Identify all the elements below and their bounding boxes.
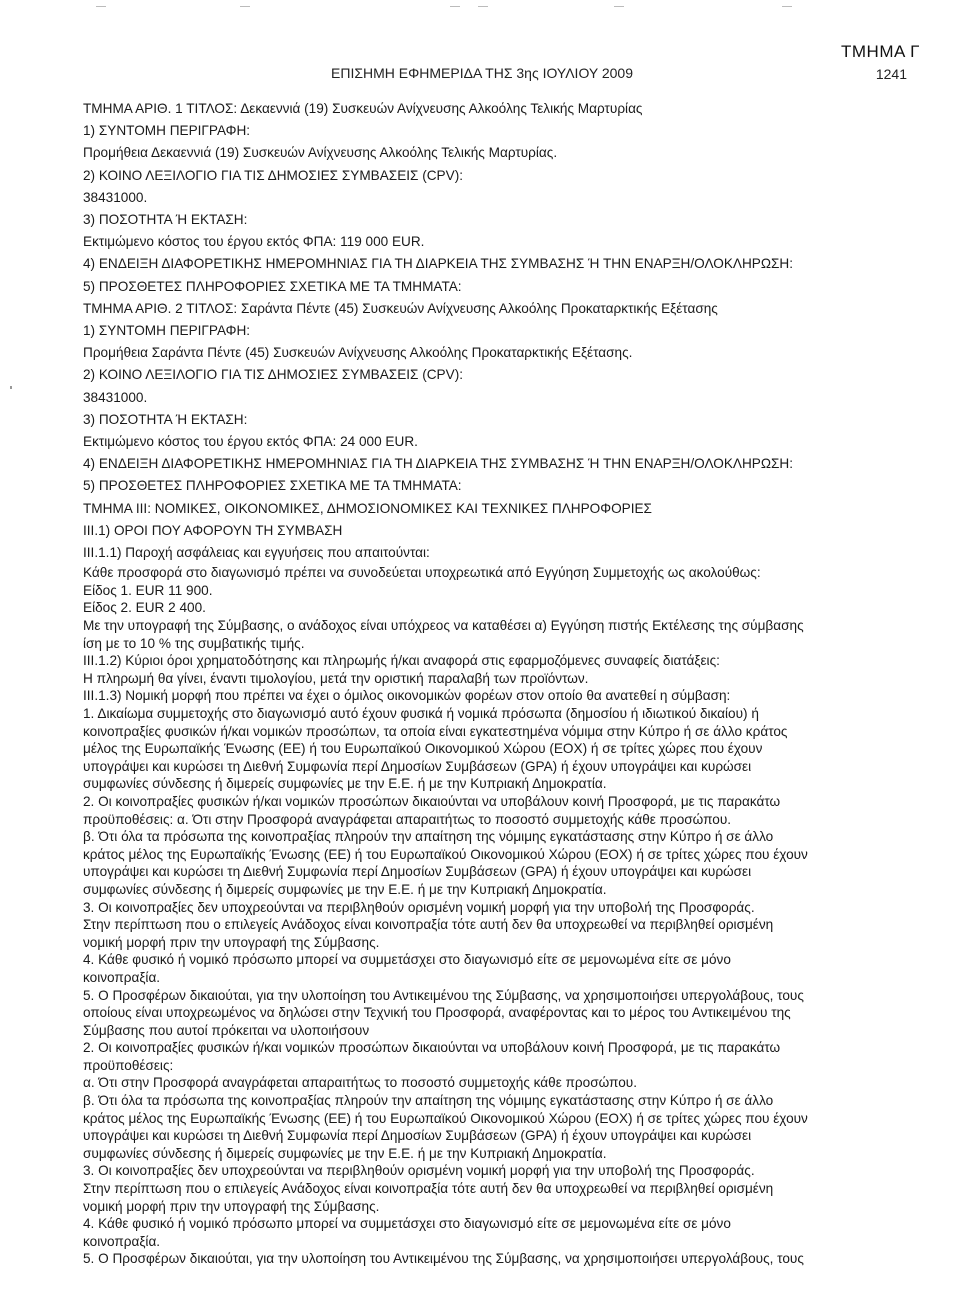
text-line: κοινοπραξία. xyxy=(83,969,161,985)
text-line: νομική μορφή πριν την υπογραφή της Σύμβασης. xyxy=(83,934,380,950)
text-line: 38431000. xyxy=(83,389,148,405)
text-line: ίση με το 10 % της συμβατικής τιμής. xyxy=(83,635,305,651)
scan-speck xyxy=(10,386,12,389)
text-line: 2. Οι κοινοπραξίες φυσικών ή/και νομικών προσώπων δικαιούνται να υποβάλουν κοινή Προσφορά, με τις παρακάτω xyxy=(83,793,781,809)
text-line: 2) ΚΟΙΝΟ ΛΕΞΙΛΟΓΙΟ ΓΙΑ ΤΙΣ ΔΗΜΟΣΙΕΣ ΣΥΜΒΑΣΕΙΣ (CPV): xyxy=(83,167,463,183)
text-line: κράτος μέλος της Ευρωπαϊκής Ένωσης (ΕΕ) ή του Ευρωπαϊκού Οικονομικού Χώρου (ΕΟΧ) ή σε τρίτες χώρες που έχουν xyxy=(83,846,808,862)
body-text xyxy=(83,98,923,1268)
running-head: ΕΠΙΣΗΜΗ ΕΦΗΜΕΡΙΔΑ ΤΗΣ 3ης ΙΟΥΛΙΟΥ 2009 xyxy=(331,65,634,81)
text-line: 3. Οι κοινοπραξίες δεν υποχρεούνται να περιβληθούν ορισμένη νομική μορφή για την υποβολή της Προσφοράς. xyxy=(83,1163,755,1179)
text-line: προϋποθέσεις: α. Ότι στην Προσφορά αναγράφεται απαραιτήτως το ποσοστό συμμετοχής κάθε προσώπου. xyxy=(83,811,732,827)
text-line: νομική μορφή πριν την υπογραφή της Σύμβασης. xyxy=(83,1198,380,1214)
scan-mark xyxy=(450,6,460,7)
text-line: Στην περίπτωση που ο επιλεγείς Ανάδοχος είναι κοινοπραξία τότε αυτή δεν θα υποχρεωθεί να περιβληθεί ορισμένη xyxy=(83,917,774,933)
scan-mark xyxy=(478,6,488,7)
text-line: Προμήθεια Σαράντα Πέντε (45) Συσκευών Ανίχνευσης Αλκοόλης Προκαταρκτικής Εξέτασης. xyxy=(83,345,633,361)
text-line: Εκτιμώμενο κόστος του έργου εκτός ΦΠΑ: 119 000 EUR. xyxy=(83,234,425,250)
text-line: Η πληρωμή θα γίνει, έναντι τιμολογίου, μετά την οριστική παραλαβή των προϊόντων. xyxy=(83,670,589,686)
text-line: κράτος μέλος της Ευρωπαϊκής Ένωσης (ΕΕ) ή του Ευρωπαϊκού Οικονομικού Χώρου (ΕΟΧ) ή σε τρίτες χώρες που έχουν xyxy=(83,1110,808,1126)
text-line: Είδος 1. EUR 11 900. xyxy=(83,582,213,598)
text-line: υπογράψει και κυρώσει τη Διεθνή Συμφωνία περί Δημοσίων Συμβάσεων (GPA) ή έχουν υπογράψει και κυρώσει xyxy=(83,864,752,880)
text-line: 5. Ο Προσφέρων δικαιούται, για την υλοποίηση του Αντικειμένου της Σύμβασης, να χρησιμοποιήσει υπεργολάβους, τους xyxy=(83,987,804,1003)
text-line: 3. Οι κοινοπραξίες δεν υποχρεούνται να περιβληθούν ορισμένη νομική μορφή για την υποβολή της Προσφοράς. xyxy=(83,899,755,915)
text-line: Με την υπογραφή της Σύμβασης, ο ανάδοχος είναι υπόχρεος να καταθέσει α) Εγγύηση πιστής Εκτέλεσης της σύμβασης xyxy=(83,618,804,634)
text-line: 4) ΕΝΔΕΙΞΗ ΔΙΑΦΟΡΕΤΙΚΗΣ ΗΜΕΡΟΜΗΝΙΑΣ ΓΙΑ ΤΗ ΔΙΑΡΚΕΙΑ ΤΗΣ ΣΥΜΒΑΣΗΣ Ή ΤΗΝ ΕΝΑΡΞΗ/ΟΛΟΚΛΗΡΩΣΗ: xyxy=(83,456,794,472)
text-line: 3) ΠΟΣΟΤΗΤΑ Ή ΕΚΤΑΣΗ: xyxy=(83,212,248,228)
text-line: συμφωνίες σύνδεσης ή διμερείς συμφωνίες με την Ε.Ε. ή με την Κυπριακή Δημοκρατία. xyxy=(83,881,607,897)
text-line: ΤΜΗΜΑ ΙΙΙ: ΝΟΜΙΚΕΣ, ΟΙΚΟΝΟΜΙΚΕΣ, ΔΗΜΟΣΙΟΝΟΜΙΚΕΣ ΚΑΙ ΤΕΧΝΙΚΕΣ ΠΛΗΡΟΦΟΡΙΕΣ xyxy=(83,500,652,516)
page-number: 1241 xyxy=(875,66,907,82)
scan-edge-marks xyxy=(0,0,960,14)
text-line: συμφωνίες σύνδεσης ή διμερείς συμφωνίες με την Ε.Ε. ή με την Κυπριακή Δημοκρατία. xyxy=(83,1145,607,1161)
text-line: 5. Ο Προσφέρων δικαιούται, για την υλοποίηση του Αντικειμένου της Σύμβασης, να χρησιμοποιήσει υπεργολάβους, τους xyxy=(83,1251,804,1267)
text-line: υπογράψει και κυρώσει τη Διεθνή Συμφωνία περί Δημοσίων Συμβάσεων (GPA) ή έχουν υπογράψει και κυρώσει xyxy=(83,1128,752,1144)
text-line: 4. Κάθε φυσικό ή νομικό πρόσωπο μπορεί να συμμετάσχει στο διαγωνισμό είτε σε μεμονωμένα είτε σε μόνο xyxy=(83,952,731,968)
scan-mark xyxy=(96,6,106,7)
text-line: Κάθε προσφορά στο διαγωνισμό πρέπει να συνοδεύεται υποχρεωτικά από Εγγύηση Συμμετοχής ως ακολούθως: xyxy=(83,565,761,581)
text-line: 4. Κάθε φυσικό ή νομικό πρόσωπο μπορεί να συμμετάσχει στο διαγωνισμό είτε σε μεμονωμένα είτε σε μόνο xyxy=(83,1216,731,1232)
text-line: 2) ΚΟΙΝΟ ΛΕΞΙΛΟΓΙΟ ΓΙΑ ΤΙΣ ΔΗΜΟΣΙΕΣ ΣΥΜΒΑΣΕΙΣ (CPV): xyxy=(83,367,463,383)
text-line: III.1) ΟΡΟΙ ΠΟΥ ΑΦΟΡΟΥΝ ΤΗ ΣΥΜΒΑΣΗ xyxy=(83,522,343,538)
text-line: οποίους είναι υποχρεωμένος να δηλώσει στην Τεχνική του Προσφορά, αναφέροντας και το μέρος του Αντικειμένου της xyxy=(83,1005,791,1021)
text-line: προϋποθέσεις: xyxy=(83,1057,174,1073)
text-line: ΤΜΗΜΑ ΑΡΙΘ. 2 ΤΙΤΛΟΣ: Σαράντα Πέντε (45) Συσκευών Ανίχνευσης Αλκοόλης Προκαταρκτικής Εξέτασης xyxy=(83,300,718,316)
text-line: β. Ότι όλα τα πρόσωπα της κοινοπραξίας πληρούν την απαίτηση της νόμιμης εγκατάστασης στην Κύπρο ή σε άλλο xyxy=(83,829,774,845)
text-line: Σύμβασης που αυτοί πρόκειται να υλοποιήσουν xyxy=(83,1022,370,1038)
text-line: Είδος 2. EUR 2 400. xyxy=(83,600,206,616)
section-label: ΤΜΗΜΑ Γ xyxy=(841,42,920,61)
text-line: 5) ΠΡΟΣΘΕΤΕΣ ΠΛΗΡΟΦΟΡΙΕΣ ΣΧΕΤΙΚΑ ΜΕ ΤΑ ΤΜΗΜΑΤΑ: xyxy=(83,278,462,294)
text-line: κοινοπραξίες φυσικών ή/και νομικών προσώπων, τα οποία είναι εγκατεστημένα νόμιμα στην Κύπρο ή σε άλλο κράτος xyxy=(83,723,788,739)
scan-mark xyxy=(782,6,792,7)
text-line: 38431000. xyxy=(83,189,148,205)
text-line: 1) ΣΥΝΤΟΜΗ ΠΕΡΙΓΡΑΦΗ: xyxy=(83,323,251,339)
text-line: 1) ΣΥΝΤΟΜΗ ΠΕΡΙΓΡΑΦΗ: xyxy=(83,123,251,139)
text-line: 3) ΠΟΣΟΤΗΤΑ Ή ΕΚΤΑΣΗ: xyxy=(83,411,248,427)
scan-mark xyxy=(614,6,624,7)
text-line: β. Ότι όλα τα πρόσωπα της κοινοπραξίας πληρούν την απαίτηση της νόμιμης εγκατάστασης στην Κύπρο ή σε άλλο xyxy=(83,1093,774,1109)
text-line: 2. Οι κοινοπραξίες φυσικών ή/και νομικών προσώπων δικαιούνται να υποβάλουν κοινή Προσφορά, με τις παρακάτω xyxy=(83,1040,781,1056)
text-line: Στην περίπτωση που ο επιλεγείς Ανάδοχος είναι κοινοπραξία τότε αυτή δεν θα υποχρεωθεί να περιβληθεί ορισμένη xyxy=(83,1181,774,1197)
text-line: 1. Δικαίωμα συμμετοχής στο διαγωνισμό αυτό έχουν φυσικά ή νομικά πρόσωπα (δημοσίου ή ιδιωτικού δικαίου) ή xyxy=(83,706,759,722)
text-line: υπογράψει και κυρώσει τη Διεθνή Συμφωνία περί Δημοσίων Συμβάσεων (GPA) ή έχουν υπογράψει και κυρώσει xyxy=(83,758,752,774)
text-line: ΤΜΗΜΑ ΑΡΙΘ. 1 ΤΙΤΛΟΣ: Δεκαεννιά (19) Συσκευών Ανίχνευσης Αλκοόλης Τελικής Μαρτυρίας xyxy=(83,101,643,116)
text-line: Εκτιμώμενο κόστος του έργου εκτός ΦΠΑ: 24 000 EUR. xyxy=(83,434,418,450)
text-line: III.1.1) Παροχή ασφάλειας και εγγυήσεις που απαιτούνται: xyxy=(83,545,430,561)
text-line: κοινοπραξία. xyxy=(83,1233,161,1249)
text-line: III.1.2) Κύριοι όροι χρηματοδότησης και πληρωμής ή/και αναφορά στις εφαρμοζόμενες συναφείς διατάξεις: xyxy=(83,653,720,669)
text-line: Προμήθεια Δεκαεννιά (19) Συσκευών Ανίχνευσης Αλκοόλης Τελικής Μαρτυρίας. xyxy=(83,145,558,161)
text-line: μέλος της Ευρωπαϊκής Ένωσης (ΕΕ) ή του Ευρωπαϊκού Οικονομικού Χώρου (ΕΟΧ) ή σε τρίτες χώρες που έχουν xyxy=(83,741,763,757)
text-line: III.1.3) Νομική μορφή που πρέπει να έχει ο όμιλος οικονομικών φορέων στον οποίο θα ανατεθεί η σύμβαση: xyxy=(83,688,731,704)
scan-mark xyxy=(240,6,250,7)
text-line: α. Ότι στην Προσφορά αναγράφεται απαραιτήτως το ποσοστό συμμετοχής κάθε προσώπου. xyxy=(83,1075,637,1091)
text-line: 5) ΠΡΟΣΘΕΤΕΣ ΠΛΗΡΟΦΟΡΙΕΣ ΣΧΕΤΙΚΑ ΜΕ ΤΑ ΤΜΗΜΑΤΑ: xyxy=(83,478,462,494)
text-line: συμφωνίες σύνδεσης ή διμερείς συμφωνίες με την Ε.Ε. ή με την Κυπριακή Δημοκρατία. xyxy=(83,776,607,792)
text-line: 4) ΕΝΔΕΙΞΗ ΔΙΑΦΟΡΕΤΙΚΗΣ ΗΜΕΡΟΜΗΝΙΑΣ ΓΙΑ ΤΗ ΔΙΑΡΚΕΙΑ ΤΗΣ ΣΥΜΒΑΣΗΣ Ή ΤΗΝ ΕΝΑΡΞΗ/ΟΛΟΚΛΗΡΩΣΗ: xyxy=(83,256,794,272)
